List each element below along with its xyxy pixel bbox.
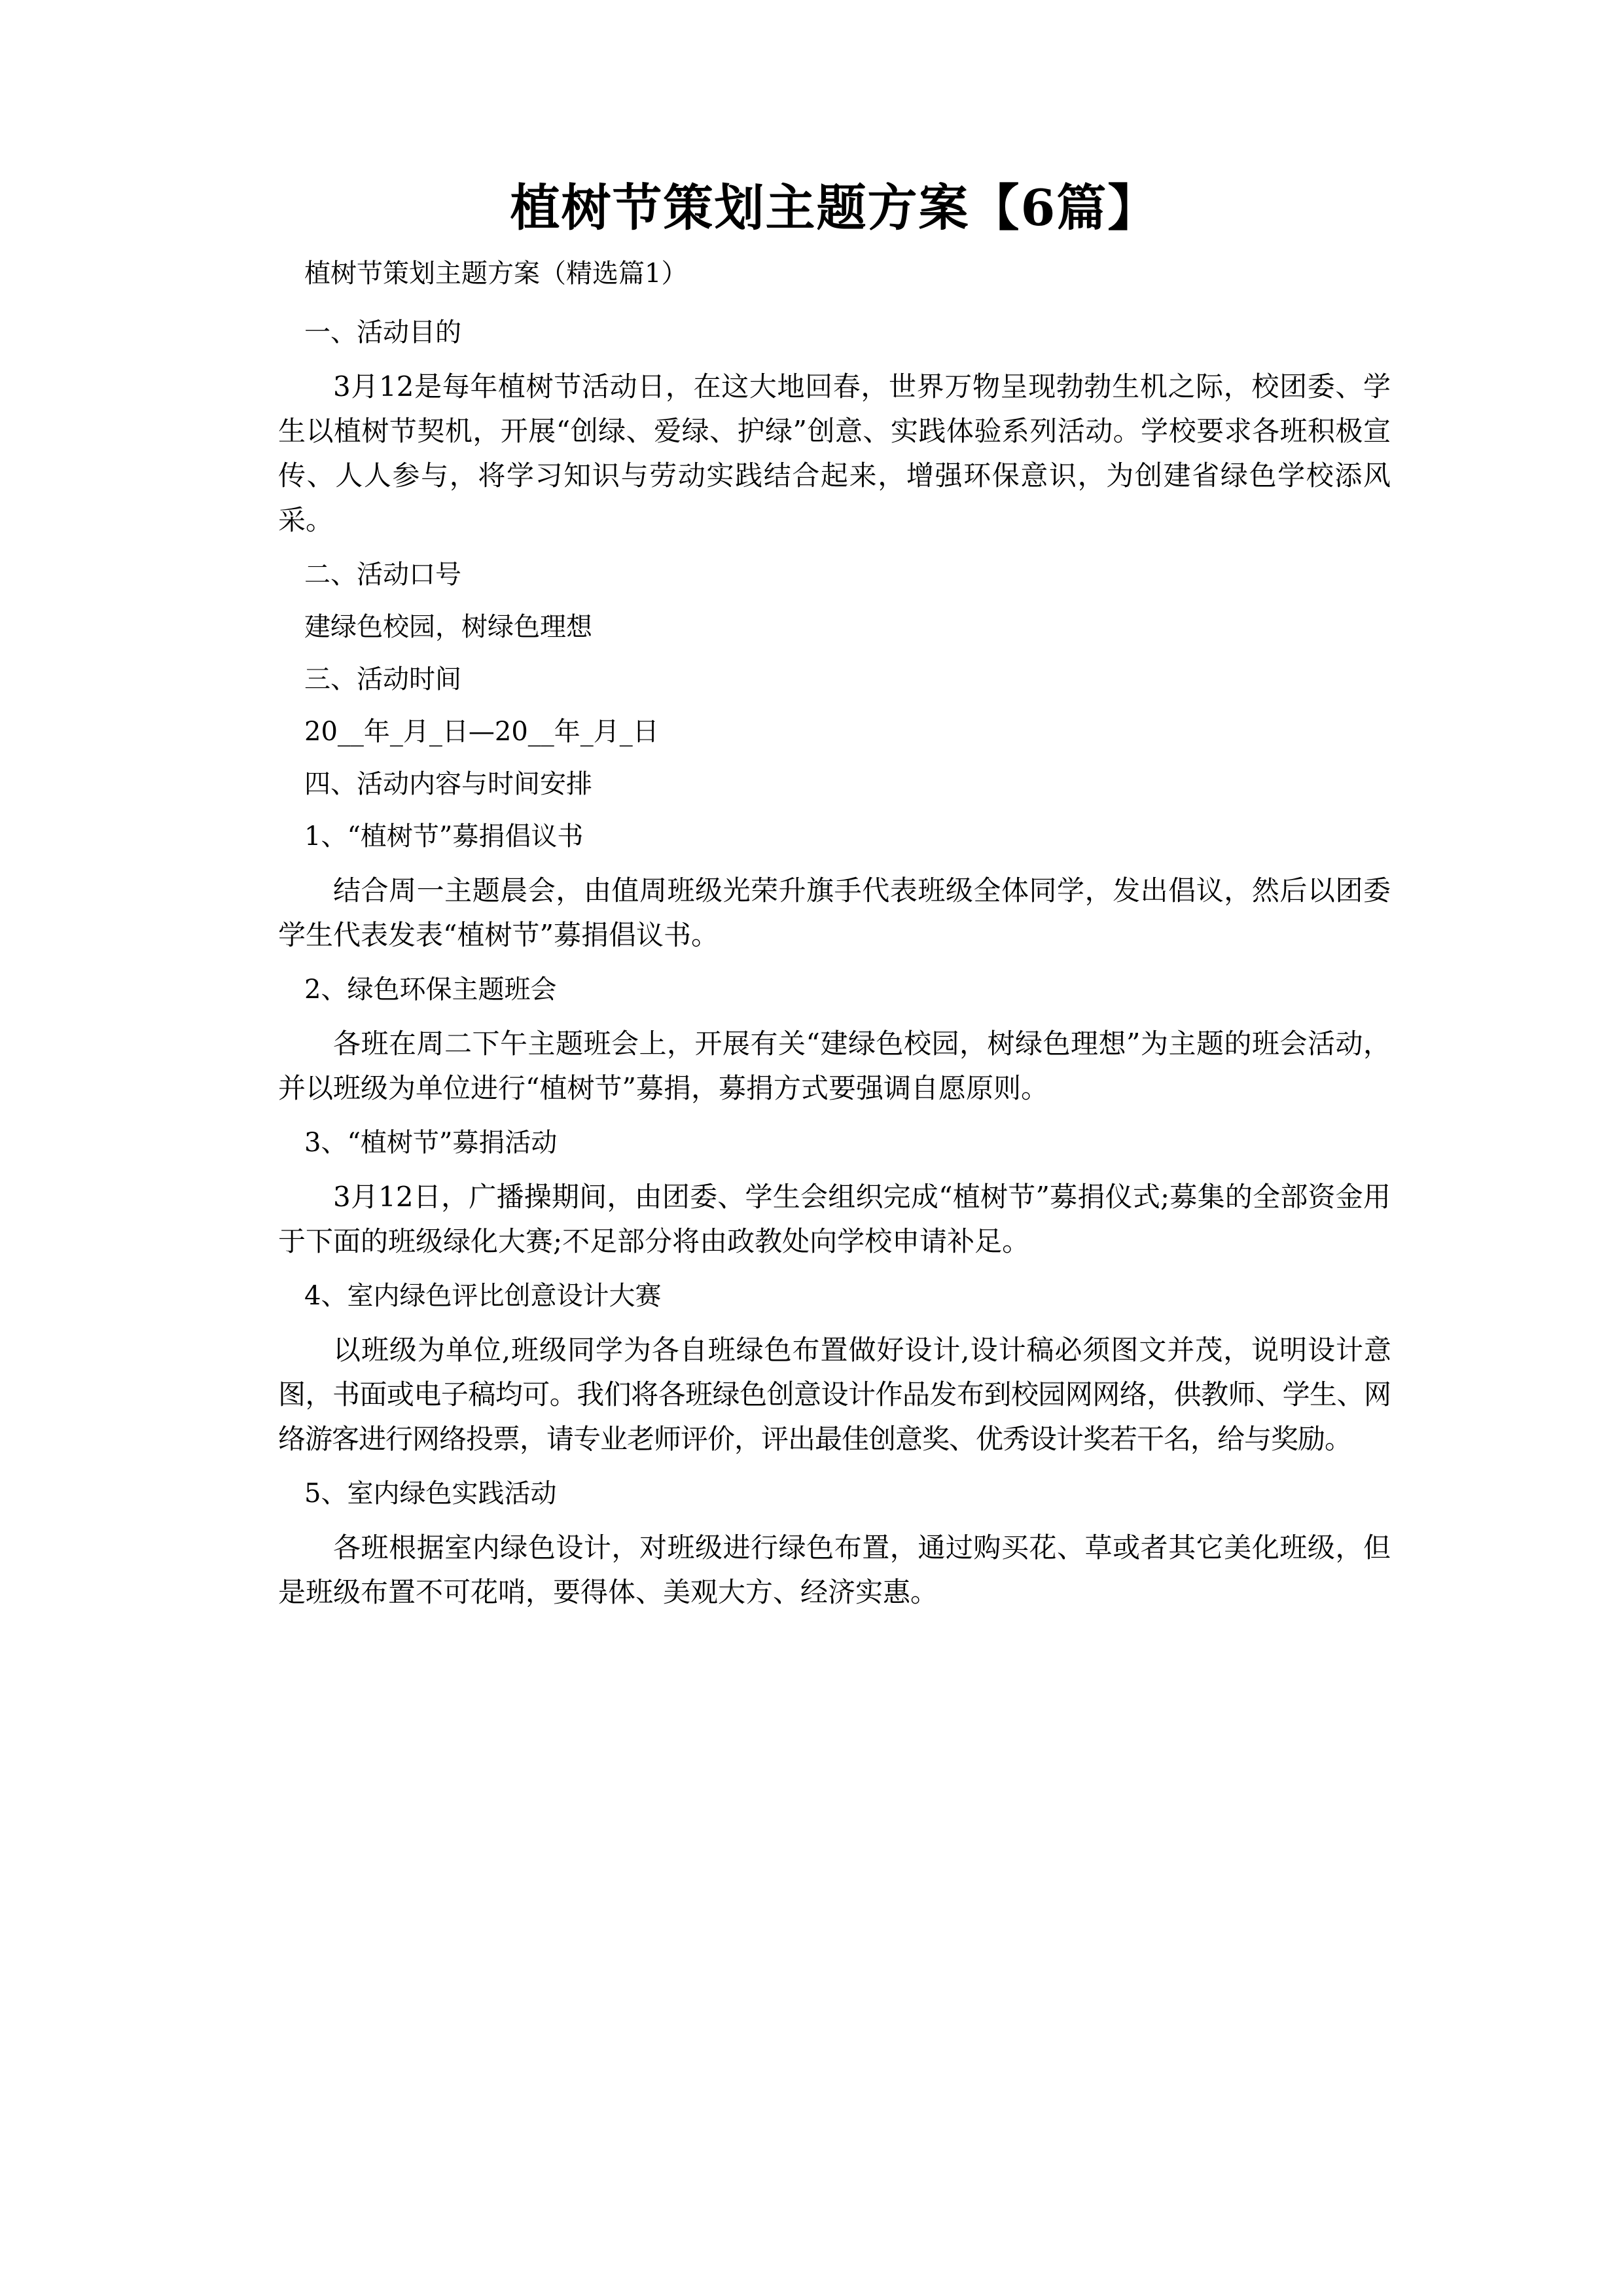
document-subtitle: 植树节策划主题方案（精选篇1） [304, 259, 688, 289]
item-title-3: 3、“植树节”募捐活动 [304, 1128, 558, 1158]
section-heading-3: 三、活动时间 [304, 664, 461, 695]
section-body-1: 3月12是每年植树节活动日，在这大地回春，世界万物呈现勃勃生机之际，校团委、学生以植树节契机，开展“创绿、爱绿、护绿”创意、实践体验系列活动。学校要求各班积极宣传、人人参与，将学习知识与劳动实践结合起来，增强环保意识，为创建省绿色学校添风采。 [278, 370, 1391, 537]
section-heading-1: 一、活动目的 [304, 317, 461, 348]
page-title: 植树节策划主题方案【6篇】 [510, 179, 1159, 237]
item-body-2: 各班在周二下午主题班会上，开展有关“建绿色校园，树绿色理想”为主题的班会活动，并以班级为单位进行“植树节”募捐，募捐方式要强调自愿原则。 [278, 1028, 1391, 1105]
section-body-3: 20__年_月_日—20__年_月_日 [304, 717, 659, 747]
item-title-2: 2、绿色环保主题班会 [304, 975, 557, 1005]
item-body-5: 各班根据室内绿色设计，对班级进行绿色布置，通过购买花、草或者其它美化班级，但是班级布置不可花哨，要得体、美观大方、经济实惠。 [278, 1532, 1391, 1609]
item-title-1: 1、“植树节”募捐倡议书 [304, 821, 584, 852]
item-body-1: 结合周一主题晨会，由值周班级光荣升旗手代表班级全体同学，发出倡议，然后以团委学生代表发表“植树节”募捐倡议书。 [278, 874, 1391, 952]
item-body-4: 以班级为单位,班级同学为各自班绿色布置做好设计,设计稿必须图文并茂，说明设计意图，书面或电子稿均可。我们将各班绿色创意设计作品发布到校园网网络，供教师、学生、网络游客进行网络投票，请专业老师评价，评出最佳创意奖、优秀设计奖若干名，给与奖励。 [278, 1334, 1391, 1456]
document-content [278, 177, 1391, 1615]
item-title-4: 4、室内绿色评比创意设计大赛 [304, 1281, 662, 1312]
item-body-3: 3月12日，广播操期间，由团委、学生会组织完成“植树节”募捐仪式;募集的全部资金用于下面的班级绿化大赛;不足部分将由政教处向学校申请补足。 [278, 1181, 1391, 1258]
section-heading-4: 四、活动内容与时间安排 [304, 769, 592, 800]
item-title-5: 5、室内绿色实践活动 [304, 1479, 557, 1509]
section-body-2: 建绿色校园，树绿色理想 [304, 612, 592, 643]
section-heading-2: 二、活动口号 [304, 560, 461, 590]
